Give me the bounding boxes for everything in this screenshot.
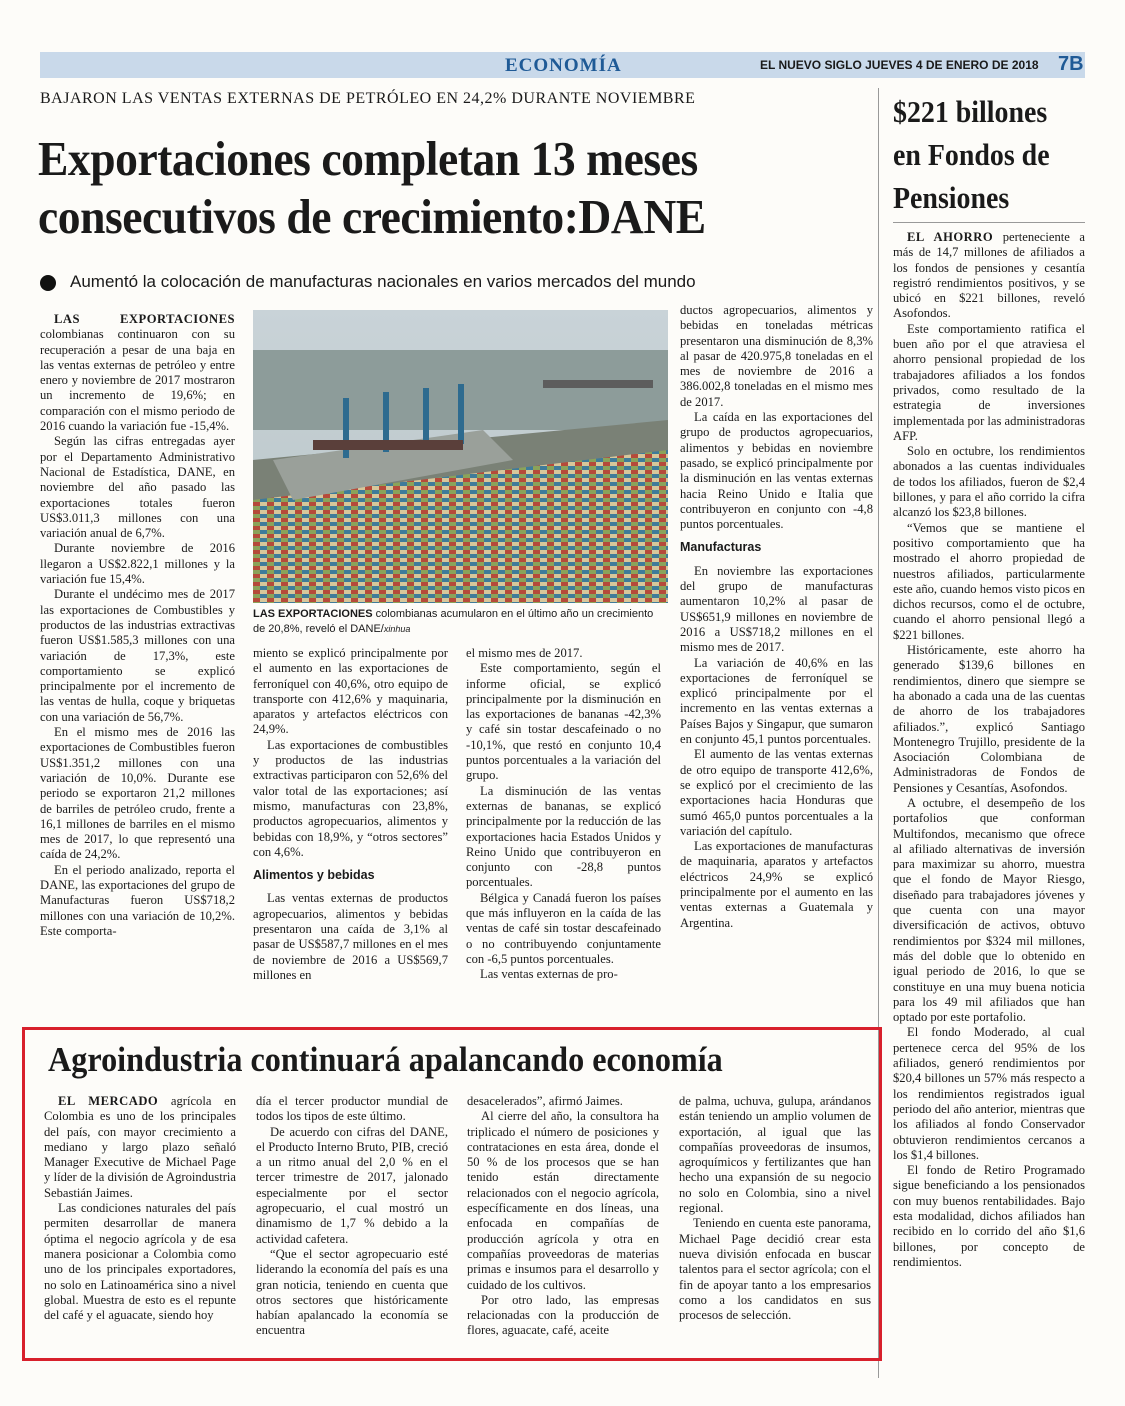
paragraph-text: miento se explicó principalmente por el aumento en las exportaciones de ferroníquel con 40,6%, otro equipo de transporte con 412,6% y maquinaria, aparatos y artefactos eléctricos con 24,9%. xyxy=(253,646,448,737)
paragraph-text: Por otro lado, las empresas relacionadas con la producción de flores, aguacate, café, aceite xyxy=(467,1292,659,1338)
paragraph-text: En el periodo analizado, reporta el DANE, las exportaciones del grupo de Manufacturas fueron US$718,2 millones con una variación de 10,2%. Este comporta- xyxy=(40,862,235,938)
subhead: Manufacturas xyxy=(680,540,762,555)
paragraph-text: el mismo mes de 2017. xyxy=(466,646,583,660)
paragraph xyxy=(893,1163,1085,1270)
paragraph xyxy=(680,656,873,748)
photo-caption xyxy=(253,607,668,637)
paragraph xyxy=(893,521,1085,643)
paragraph-text: Este comportamiento ratifica el buen año por el que atraviesa el ahorro pensional propiedad de los trabajadores afiliados a los fondos privados, como resultado de la estrategia de inversiones implementada por las administradoras AFP. xyxy=(893,321,1085,443)
paragraph xyxy=(680,564,873,656)
paragraph xyxy=(44,1201,236,1323)
paragraph xyxy=(40,541,235,587)
paragraph-text: Según las cifras entregadas ayer por el Departamento Administrativo Nacional de Estadística, DANE, en noviembre del año pasado las exportaciones totales fueron US$3.011,3 millones con una variación anual de 6,7%. xyxy=(40,434,235,541)
paragraph-text: día el tercer productor mundial de todos los tipos de este último. xyxy=(256,1094,448,1124)
paragraph-text: Las exportaciones de combustibles y productos de las industrias extractivas participaron con 52,6% del valor total de las exportaciones; así mismo, manufacturas con 23,8%, productos agropecuarios, alimentos y bebidas con 18,9%, y “otros sectores” con 4,6%. xyxy=(253,737,448,859)
paragraph xyxy=(467,1293,659,1339)
paragraph xyxy=(40,312,235,434)
paragraph-text: En noviembre las exportaciones del grupo de manufacturas aumentaron 10,2% al pasar de US$651,9 millones en noviembre de 2016 a US$718,2 millones en el mismo mes de 2017. xyxy=(680,563,873,655)
boxed-column-2 xyxy=(256,1094,448,1339)
paragraph xyxy=(253,891,448,983)
paragraph-text: Las exportaciones de manufacturas de maquinaria, aparatos y artefactos eléctricos 24,9% se explicó principalmente por el aumento en las ventas externas a Guatemala y Argentina. xyxy=(680,839,873,930)
boxed-column-4 xyxy=(679,1094,871,1323)
paragraph-text: La disminución de las ventas externas de bananas, se explicó principalmente por la reducción de las exportaciones hacia Estados Unidos y Reino Unido que contribuyeron en conjunto con -28,8 puntos porcentuales. xyxy=(466,783,661,890)
caption-lead: LAS EXPORTACIONES xyxy=(253,608,373,620)
paragraph xyxy=(40,725,235,863)
paragraph xyxy=(893,796,1085,1025)
paragraph-text: Solo en octubre, los rendimientos abonados a las cuentas individuales de todos los afiliados, fueron de $2,4 billones, y para el año corrido la cifra alcanzó los $23,8 billones. xyxy=(893,444,1085,520)
paragraph-text: Las ventas externas de productos agropecuarios, alimentos y bebidas presentaron una caída de 3,1% al pasar de US$587,7 millones en el mes de noviembre de 2016 a US$569,7 millones en xyxy=(253,891,448,982)
paragraph-text: Bélgica y Canadá fueron los países que más influyeron en la caída de las ventas de café sin tostar descafeinado o no contribuyendo conjuntamente con -6,5 puntos porcentuales. xyxy=(466,890,661,966)
subheadline: Aumentó la colocación de manufacturas nacionales en varios mercados del mundo xyxy=(70,272,696,291)
paragraph-text: colombianas continuaron con su recuperación a pesar de una baja en las ventas externas de petróleo y entre enero y noviembre de 2017 mostraron un incremento de 19,6%; en comparación con el mismo periodo de 2016 cuando la variación fue -15,4%. xyxy=(40,327,235,434)
paragraph xyxy=(679,1216,871,1323)
dateline: EL NUEVO SIGLO JUEVES 4 DE ENERO DE 2018 xyxy=(760,58,1039,72)
paragraph-text: Teniendo en cuenta este panorama, Michael Page decidió crear esta nueva división enfocada en buscar talentos para el sector agrícola; con el fin de apoyar tanto a los empresarios como a los candidatos en sus procesos de selección. xyxy=(679,1216,871,1323)
paragraph xyxy=(680,410,873,532)
paragraph-text: Históricamente, este ahorro ha generado $139,6 billones en rendimientos, dinero que siempre se ha abonado a cada una de las cuentas de ahorro de los trabajadores afiliados.”, explicó Santiago Montenegro Trujillo, presidente de la Asociación Colombiana de Administradoras de Fondos de Pensiones y Cesantías, Asofondos. xyxy=(893,643,1085,795)
subhead: Alimentos y bebidas xyxy=(253,868,375,883)
article-column-3 xyxy=(466,646,661,983)
boxed-column-1 xyxy=(44,1094,236,1323)
paragraph-text: El aumento de las ventas externas de otro equipo de transporte 412,6%, se explicó por el crecimiento de las exportaciones hacia Honduras que sumó 465,0 puntos porcentuales a la variación del capítulo. xyxy=(680,747,873,838)
paragraph-text: Este comportamiento, según el informe oficial, se explicó principalmente por la disminución en las exportaciones de bananas -42,3% y café sin tostar descafeinado o no -10,1%, que restó en conjunto 10,4 puntos porcentuales a la variación del grupo. xyxy=(466,661,661,783)
paragraph xyxy=(40,587,235,725)
paragraph xyxy=(466,891,661,967)
paragraph-text: En el mismo mes de 2016 las exportaciones de Combustibles fueron US$1.351,2 millones con una variación de 10,0%. Durante ese periodo se exportaron 21,2 millones de barriles de petróleo crudo, frente a 16,1 millones de barriles en el mismo mes de 2017, lo que representó una caída de 24,2%. xyxy=(40,725,235,862)
paragraph-text: Las condiciones naturales del país permiten desarrollar de manera óptima el negocio agrícola y de esa manera posicionar a Colombia como uno de los principales exportadores, no solo en Latinoamérica sino a nivel global. Muestra de esto es el repunte del café y el aguacate, siendo hoy xyxy=(44,1201,236,1323)
paragraph-text: perteneciente a más de 14,7 millones de afiliados a los fondos de pensiones y cesantía registró rendimientos positivos, y se ubicó en $221 billones, reveló Asofondos. xyxy=(893,230,1085,321)
paragraph xyxy=(893,444,1085,520)
paragraph-text: “Vemos que se mantiene el positivo comportamiento que ha mostrado el ahorro propiedad de nuestros afiliados, particularmente este año, cuando hemos visto picos en dichos recursos, como el de octubre, cuando el ahorro pensional llegó a $221 billones. xyxy=(893,520,1086,642)
paragraph-text: El fondo de Retiro Programado sigue beneficiando a los pensionados con muy buenos rentabilidades. Bajo esta modalidad, dichos afiliados han recibido en lo corrido del año $1,6 billones, por concepto de rendimientos. xyxy=(893,1163,1085,1269)
paragraph xyxy=(467,1109,659,1293)
lead-in: LAS EXPORTACIONES xyxy=(54,312,235,326)
paragraph-text: Durante noviembre de 2016 llegaron a US$2.822,1 millones y la variación fue 15,4%. xyxy=(40,541,235,587)
paragraph xyxy=(40,863,235,939)
lead-in: EL MERCADO xyxy=(58,1094,159,1108)
paragraph-text: “Que el sector agropecuario esté liderando la economía del país es una gran noticia, teniendo en cuenta que otros sectores que históricamente habían apalancado la economía se encuentra xyxy=(256,1246,448,1338)
sidebar-title: $221 billones en Fondos de Pensiones xyxy=(893,94,1050,215)
port-photo xyxy=(253,310,668,603)
paragraph xyxy=(466,646,661,661)
paragraph-text: La variación de 40,6% en las exportaciones de ferroníquel se explicó principalmente por el incremento en las ventas externas a Países Bajos y Singapur, que sumaron en conjunto 45,1 puntos porcentuales. xyxy=(680,655,873,747)
paragraph xyxy=(679,1094,871,1216)
paragraph xyxy=(466,661,661,783)
paragraph xyxy=(40,434,235,541)
paragraph-text: El fondo Moderado, al cual pertenece cerca del 95% de los afiliados, generó rendimientos por $20,4 billones un 57% más respecto a los rendimientos registrados igual periodo del año anterior, mientras que los afiliados al fondo Conservador obtuvieron rendimientos cercanos a los $1,4 billones. xyxy=(893,1025,1085,1162)
caption-text: colombianas acumularon en el último año un crecimiento de 20,8%, reveló el DANE/ xyxy=(253,608,654,635)
paragraph xyxy=(893,643,1085,796)
paragraph xyxy=(680,747,873,839)
paragraph xyxy=(256,1247,448,1339)
sidebar-rule xyxy=(893,222,1085,223)
article-column-2 xyxy=(253,646,448,983)
paragraph-text: Durante el undécimo mes de 2017 las exportaciones de Combustibles y productos de las industrias extractivas fueron US$1.585,3 millones con una variación de 17,3%, este comportamiento se explicó principalmente por el incremento de las ventas de hulla, coque y briquetas con una variación de 56,7%. xyxy=(40,587,235,724)
paragraph xyxy=(253,646,448,738)
kicker: BAJARON LAS VENTAS EXTERNAS DE PETRÓLEO EN 24,2% DURANTE NOVIEMBRE xyxy=(40,90,696,107)
paragraph xyxy=(256,1125,448,1247)
article-column-1 xyxy=(40,312,235,939)
paragraph xyxy=(893,322,1085,444)
sidebar-body xyxy=(893,230,1085,1270)
paragraph xyxy=(44,1094,236,1201)
paragraph xyxy=(680,303,873,410)
paragraph-text: De acuerdo con cifras del DANE, el Producto Interno Bruto, PIB, creció a un ritmo anual del 2,0 % en el tercer trimestre de 2017, jalonado especialmente por el sector agropecuario, el cual mostró un dinamismo de 1,7 % debido a la actividad cafetera. xyxy=(256,1124,449,1246)
headline: Exportaciones completan 13 meses consecutivos de crecimiento:DANE xyxy=(38,131,706,244)
paragraph-text: Al cierre del año, la consultora ha triplicado el número de posiciones y contrataciones en esta área, donde el 50 % de los procesos que se han tenido están directamente relacionados con el negocio agrícola, específicamente en dos líneas, una enfocada en compañías de producción agrícola y otra en compañías proveedoras de materias primas e insumos para el desarrollo y cuidado de los cultivos. xyxy=(467,1109,659,1292)
boxed-column-3 xyxy=(467,1094,659,1339)
paragraph-text: desacelerados”, afirmó Jaimes. xyxy=(467,1094,623,1108)
paragraph xyxy=(893,230,1085,322)
bullet-icon xyxy=(40,275,56,291)
paragraph xyxy=(256,1094,448,1125)
section-name: ECONOMÍA xyxy=(505,55,622,76)
paragraph-text: La caída en las exportaciones del grupo de productos agropecuarios, alimentos y bebidas en noviembre pasado, se explicó principalmente por la disminución en las ventas externas hacia Reino Unido e Italia que contribuyeron en conjunto con -4,8 puntos porcentuales. xyxy=(680,410,873,532)
paragraph-text: Las ventas externas de pro- xyxy=(480,967,618,982)
lead-in: EL AHORRO xyxy=(907,230,994,244)
photo-credit: xinhua xyxy=(383,624,411,634)
paragraph-text: de palma, uchuva, gulupa, arándanos están teniendo un amplio volumen de exportación, al igual que las compañías proveedoras de insumos, agroquímicos y fertilizantes que han hecho una expansión de su negocio no solo en Colombia, sino a nivel regional. xyxy=(679,1094,871,1216)
article-column-4 xyxy=(680,303,873,931)
paragraph-text: A octubre, el desempeño de los portafolios que conforman Multifondos, mecanismo que ofrece al afiliado alternativas de inversión para maximizar su ahorro, muestra que el fondo de Mayor Riesgo, diseñado para trabajadores jóvenes y que cuenta con una mayor diversificación de activos, obtuvo rendimientos por $324 mil millones, más del doble que lo obtenido en igual periodo de 2016, lo que se constituye en una muy buena noticia para los 49 mil afiliados que han optado por este portafolio. xyxy=(893,795,1085,1025)
page-number: 7B xyxy=(1058,53,1084,75)
paragraph-text: agrícola en Colombia es uno de los principales del país, con mayor crecimiento a mediano y largo plazo señaló Manager Executive de Michael Page y líder de la división de Agroindustria Sebastián Jaimes. xyxy=(44,1094,236,1200)
paragraph xyxy=(466,784,661,891)
paragraph xyxy=(680,839,873,931)
paragraph xyxy=(893,1025,1085,1163)
paragraph xyxy=(467,1094,659,1109)
boxed-article-title: Agroindustria continuará apalancando economía xyxy=(48,1040,723,1079)
paragraph xyxy=(466,967,661,982)
paragraph xyxy=(253,738,448,860)
paragraph-text: ductos agropecuarios, alimentos y bebidas en toneladas métricas presentaron una disminución de 8,3% al pasar de 420.975,8 toneladas en el mes de noviembre de 2016 a 386.002,8 toneladas en el mismo mes de 2017. xyxy=(680,303,873,409)
container-port-image xyxy=(253,310,668,603)
